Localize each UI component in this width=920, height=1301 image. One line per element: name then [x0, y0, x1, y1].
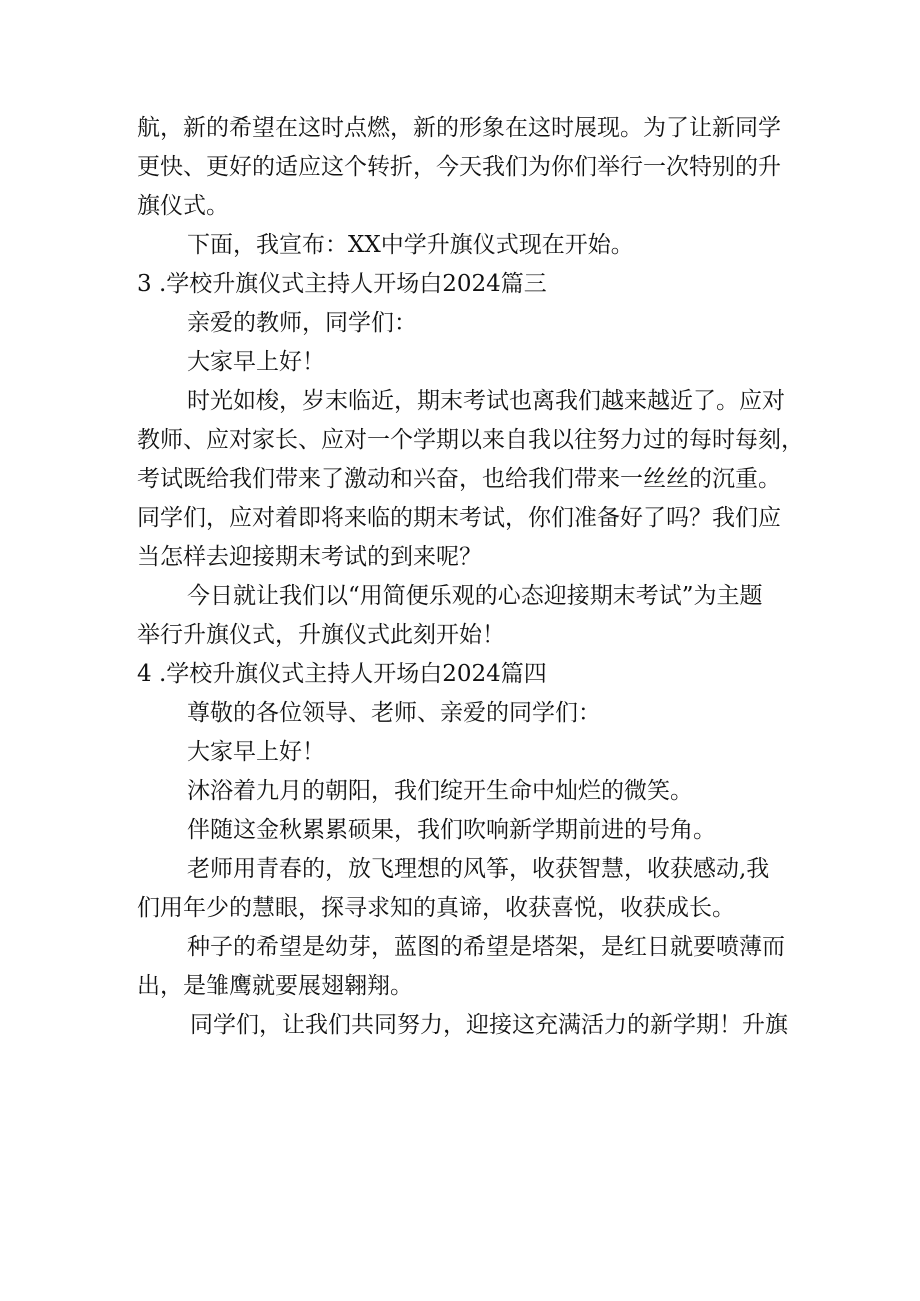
paragraph-line: 更快、更好的适应这个转折，今天我们为你们举行一次特别的升 [137, 154, 781, 180]
paragraph-line: 老师用青春的，放飞理想的风筝，收获智慧，收获感动,我 [187, 856, 770, 882]
paragraph-line: 伴随这金秋累累硕果，我们吹响新学期前进的号角。 [187, 817, 716, 843]
paragraph-line: 大家早上好！ [187, 739, 325, 765]
paragraph-line: 举行升旗仪式，升旗仪式此刻开始！ [137, 622, 505, 648]
paragraph-line: 时光如梭，岁末临近，期末考试也离我们越来越近了。应对 [187, 388, 785, 414]
paragraph-line: 今日就让我们以“用简便乐观的心态迎接期末考试”为主题 [187, 583, 763, 609]
paragraph-line: 下面，我宣布：XX中学升旗仪式现在开始。 [187, 232, 634, 258]
paragraph-line: 们用年少的慧眼，探寻求知的真谛，收获喜悦，收获成长。 [137, 895, 735, 921]
paragraph-line: 同学们，让我们共同努力，迎接这充满活力的新学期！升旗 [190, 1012, 788, 1038]
paragraph-line: 航，新的希望在这时点燃，新的形象在这时展现。为了让新同学 [137, 115, 781, 141]
paragraph-line: 考试既给我们带来了激动和兴奋，也给我们带来一丝丝的沉重。 [137, 466, 781, 492]
paragraph-line: 旗仪式。 [137, 193, 229, 219]
section-heading: 3 .学校升旗仪式主持人开场白2024篇三 [137, 271, 547, 297]
paragraph-line: 当怎样去迎接期末考试的到来呢？ [137, 544, 482, 570]
paragraph-line: 大家早上好！ [187, 349, 325, 375]
paragraph-line: 亲爱的教师，同学们： [187, 310, 417, 336]
paragraph-line: 同学们，应对着即将来临的期末考试，你们准备好了吗？我们应 [137, 505, 781, 531]
paragraph-line: 教师、应对家长、应对一个学期以来自我以往努力过的每时每刻， [137, 427, 804, 453]
paragraph-line: 出，是雏鹰就要展翅翱翔。 [137, 973, 413, 999]
paragraph-line: 沐浴着九月的朝阳，我们绽开生命中灿烂的微笑。 [187, 778, 693, 804]
paragraph-line: 尊敬的各位领导、老师、亲爱的同学们： [187, 700, 601, 726]
section-heading: 4 .学校升旗仪式主持人开场白2024篇四 [137, 661, 547, 687]
paragraph-line: 种子的希望是幼芽，蓝图的希望是塔架，是红日就要喷薄而 [187, 934, 785, 960]
